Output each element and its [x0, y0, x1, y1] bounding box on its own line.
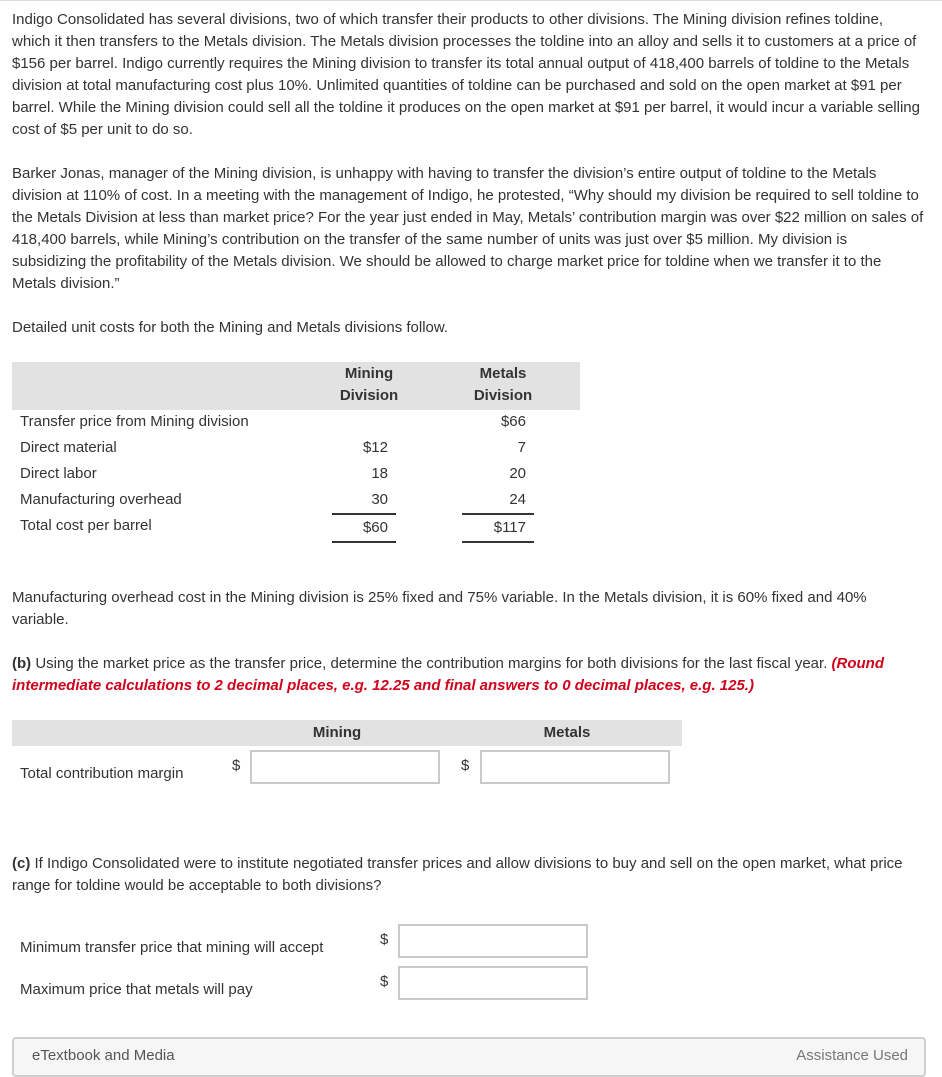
- part-b-header-metals: Metals: [543, 724, 591, 741]
- row-label-direct-labor: Direct labor: [20, 465, 97, 482]
- assistance-used-label: Assistance Used: [796, 1047, 908, 1064]
- mining-contribution-input[interactable]: [250, 750, 440, 784]
- metals-direct-material: 7: [517, 439, 526, 456]
- mining-total-underline: [332, 541, 396, 543]
- part-c-max-currency: $: [380, 973, 389, 990]
- metals-contribution-input[interactable]: [480, 750, 670, 784]
- part-c-text: If Indigo Consolidated were to institute negotiated transfer prices and allow divisions to buy and sell on the open market, what price range for toldine would be acceptable to both divisions?: [12, 855, 903, 894]
- part-b-rounding-hint: (Round intermediate calculations to 2 decimal places, e.g. 12.25 and final answers to 0 decimal places, e.g. 125.): [12, 655, 885, 694]
- metals-transfer-price: $66: [500, 413, 526, 430]
- header-mining-line2: Division: [339, 387, 399, 404]
- max-price-input[interactable]: [398, 966, 588, 1000]
- part-c-question: [12, 853, 924, 897]
- part-b-header-mining: Mining: [312, 724, 362, 741]
- part-b-mining-currency: $: [232, 757, 241, 774]
- metals-direct-labor: 20: [509, 465, 526, 482]
- row-label-overhead: Manufacturing overhead: [20, 491, 182, 508]
- metals-total-underline: [462, 541, 534, 543]
- part-c-min-label: Minimum transfer price that mining will accept: [20, 939, 324, 956]
- metals-subtotal-line: [462, 513, 534, 515]
- part-b-text: Using the market price as the transfer price, determine the contribution margins for both divisions for the last fiscal year.: [31, 655, 832, 672]
- cost-table-header: [12, 362, 580, 410]
- problem-paragraph-2: Barker Jonas, manager of the Mining division, is unhappy with having to transfer the division’s entire output of toldine to the Metals division at 110% of cost. In a meeting with the management of Indigo, he protested, “Why should my division be required to sell toldine to the Metals Division at less than market price? For the year just ended in May, Metals’ contribution margin was over $22 million on sales of 418,400 barrels, while Mining’s contribution on the transfer of the same number of units was just over $5 million. My division is subsidizing the profitability of the Metals division. We should be allowed to charge market price for toldine when we transfer it to the Metals division.”: [12, 165, 924, 292]
- resources-bar: [12, 1037, 926, 1077]
- row-label-total: Total cost per barrel: [20, 517, 152, 534]
- mining-subtotal-line: [332, 513, 396, 515]
- mining-overhead: 30: [371, 491, 388, 508]
- problem-paragraph-1: Indigo Consolidated has several divisions, two of which transfer their products to other divisions. The Mining division refines toldine, which it then transfers to the Metals division. The Metals division processes the toldine into an alloy and sells it to customers at a price of $156 per barrel. Indigo currently requires the Mining division to transfer its total annual output of 418,400 barrels of toldine to the Metals division at total manufacturing cost plus 10%. Unlimited quantities of toldine can be purchased and sold on the open market at $91 per barrel. While the Mining division could sell all the toldine it produces on the open market at $91 per barrel, it would incur a variable selling cost of $5 per unit to do so.: [12, 11, 920, 138]
- part-b-metals-currency: $: [461, 757, 470, 774]
- header-metals-line1: Metals: [479, 365, 527, 382]
- row-label-transfer-price: Transfer price from Mining division: [20, 413, 249, 430]
- part-b-table-header: [12, 720, 682, 746]
- mining-direct-material: $12: [362, 439, 388, 456]
- part-b-row-label: Total contribution margin: [20, 765, 184, 782]
- metals-total: $117: [493, 519, 526, 536]
- metals-overhead: 24: [509, 491, 526, 508]
- row-label-direct-material: Direct material: [20, 439, 117, 456]
- header-metals: [448, 363, 558, 407]
- etextbook-link[interactable]: eTextbook and Media: [32, 1047, 175, 1064]
- problem-paragraph-3: Detailed unit costs for both the Mining and Metals divisions follow.: [12, 319, 449, 336]
- part-c-label: (c): [12, 855, 31, 872]
- problem-paragraph-4: Manufacturing overhead cost in the Mining division is 25% fixed and 75% variable. In the Metals division, it is 60% fixed and 40% variable.: [12, 589, 867, 628]
- top-divider: [0, 0, 942, 1]
- header-mining-line1: Mining: [344, 365, 394, 382]
- part-b-question: [12, 653, 924, 697]
- part-c-min-currency: $: [380, 931, 389, 948]
- mining-direct-labor: 18: [371, 465, 388, 482]
- part-c-max-label: Maximum price that metals will pay: [20, 981, 253, 998]
- min-transfer-price-input[interactable]: [398, 924, 588, 958]
- mining-total: $60: [362, 519, 388, 536]
- header-metals-line2: Division: [473, 387, 533, 404]
- part-b-label: (b): [12, 655, 32, 672]
- header-mining: [314, 363, 424, 407]
